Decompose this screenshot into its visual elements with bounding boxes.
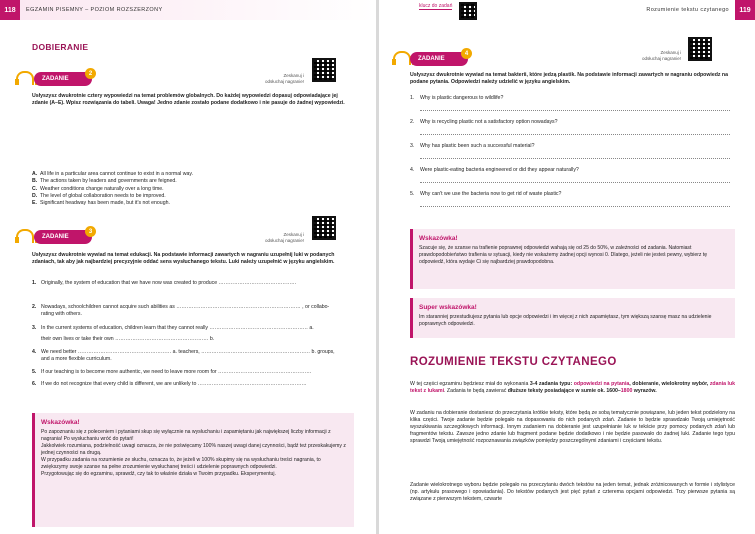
section-title: DOBIERANIE — [32, 42, 89, 52]
tip-box — [410, 229, 735, 289]
task-number: 4 — [461, 48, 472, 59]
gap-item[interactable]: 2. Nowadays, schoolchildren cannot acquire such abilities as ……………………………………………………………… , or collabo- rating with others. — [32, 304, 330, 317]
task-number: 3 — [85, 226, 96, 237]
task-instructions: Usłyszysz dwukrotnie wywiad na temat edukacji. Na podstawie informacji zawartych w nagraniu uzupełnij luki w podanych zdaniach, tak aby jak najbardziej precyzyjnie oddać sens wysłuchanego tekstu. Luki należy uzupełnić w języku angielskim. — [32, 252, 335, 266]
answer-line[interactable] — [420, 206, 730, 207]
task-instructions: Usłyszysz dwukrotnie cztery wypowiedzi na temat problemów globalnych. Do każdej wypowiedzi dopasuj odpowiadające jej zdanie (A–E). Wpisz rozwiązania do tabeli. Uwaga! Jedno zdanie zostało podane dodatkowo i nie pasuje do żadnej wypowiedzi. — [32, 93, 345, 107]
qr-code-icon[interactable] — [459, 2, 477, 20]
qr-label: Zeskanuj i odsłuchaj nagranie! — [641, 50, 681, 61]
options-list — [32, 171, 352, 207]
page-number: 119 — [735, 0, 755, 20]
option-item: B. The actions taken by leaders and governments are feigned. — [32, 178, 177, 185]
qr-label: Zeskanuj i odsłuchaj nagranie! — [264, 73, 304, 84]
gap-item[interactable]: 1. Originally, the system of education that we have now was created to produce ……………………………………… — [32, 280, 297, 286]
answer-line[interactable] — [420, 110, 730, 111]
answer-line[interactable] — [420, 134, 730, 135]
tip-text: Po zapoznaniu się z poleceniem i pytaniami skup się wyłącznie na wysłuchaniu i zapamiętaniu jak największej liczby informacji z nagrania! Po wysłuchaniu wróć do pytań! Jakkolwiek rozumiana, podzielność uwagi oznacza, że nie poświęcamy 100% naszej uwagi danej czynności, bądź też przeskakujemy z jednej czynności na drugą. W przypadku zadania na rozumienie ze słuchu, oznacza to, że jeżeli w 100% skupimy się na wysłuchaniu treści nagrania, to zwiększymy swoje szanse na pełne zrozumienie wysłuchanej treści i udzielenie poprawnych odpowiedzi. Przygotowując się do egzaminu, sprawdź, czy tak to właśnie działa w Twoim przypadku. Eksperymentuj. — [41, 429, 346, 477]
answer-line[interactable] — [420, 182, 730, 183]
task-label: ZADANIE — [42, 234, 69, 240]
gap-item[interactable]: 3. In the current systems of education, children learn that they cannot really ………………………………………………… a. their own lives or take their own ……………………………………………… b. — [32, 325, 314, 342]
super-tip-box — [410, 298, 735, 338]
task-badge — [34, 72, 92, 86]
qr-code-icon[interactable] — [312, 58, 336, 82]
headphones-icon — [15, 229, 31, 243]
body-paragraph: Zadanie wielokrotnego wyboru będzie polegało na przeczytaniu dwóch tekstów na jeden temat, jednak zróżnicowanych w formie i stylistyce (np. artykułu prasowego i opowiadania). Do tekstów podanych jest pięć pytań z czterema opcjami odpowiedzi. Trzy pierwsze pytania są związane z pierwszym tekstem, czwarte — [410, 482, 735, 502]
header-title: EGZAMIN PISEMNY – POZIOM ROZSZERZONY — [26, 7, 163, 13]
task-badge — [410, 52, 468, 66]
headphones-icon — [392, 51, 408, 65]
tip-box — [32, 413, 354, 527]
task-instructions: Usłyszysz dwukrotnie wywiad na temat bakterii, które jedzą plastik. Na podstawie informacji zawartych w nagraniu odpowiedz na podane pytania. Odpowiedzi należy udzielić w języku angielskim. — [410, 72, 728, 86]
qr-code-icon[interactable] — [312, 216, 336, 240]
task-label: ZADANIE — [418, 56, 445, 62]
super-tip-title: Super wskazówka! — [419, 304, 477, 311]
gap-item[interactable]: 4. We need better ……………………………………………… a. teachers, ……………………………………………………… b. groups, and a more flexible curriculum. — [32, 349, 335, 362]
left-header — [0, 0, 376, 20]
right-page — [379, 0, 755, 534]
qr-code-icon[interactable] — [688, 37, 712, 61]
qr-label: Zeskanuj i odsłuchaj nagranie! — [264, 232, 304, 243]
task-badge — [34, 230, 92, 244]
question-item: 4. Were plastic-eating bacteria engineered or did they appear naturally? — [410, 167, 579, 173]
option-item: A. All life in a particular area cannot continue to exist in a normal way. — [32, 171, 194, 177]
page-number: 118 — [0, 0, 20, 20]
task-number: 2 — [85, 68, 96, 79]
answer-line[interactable] — [420, 158, 730, 159]
answer-key-link[interactable]: klucz do zadań — [419, 3, 453, 9]
super-tip-text: Im staranniej przestudiujesz pytania lub opcje odpowiedzi i im więcej z nich zapamiętasz, tym większą szansę masz na udzielenie poprawnych odpowiedzi. — [419, 314, 712, 327]
gap-item[interactable]: 6. If we do not recognize that every child is different, we are unlikely to ……………………………………………………… — [32, 381, 307, 387]
question-item: 2. Why is recycling plastic not a satisfactory option nowadays? — [410, 119, 558, 125]
question-item: 3. Why has plastic been such a successful material? — [410, 143, 535, 149]
section-heading: ROZUMIENIE TEKSTU CZYTANEGO — [410, 356, 617, 368]
question-item: 1. Why is plastic dangerous to wildlife? — [410, 95, 504, 101]
gap-item[interactable]: 5. If our teaching is to become more authentic, we need to leave more room for ……………………………………………… — [32, 369, 312, 375]
option-item: C. Weather conditions change naturally over a long time. — [32, 185, 164, 192]
option-item: E. Significant headway has been made, but it's not enough. — [32, 200, 170, 207]
tip-title: Wskazówka! — [41, 419, 80, 426]
body-paragraph: W zadaniu na dobieranie dostaniesz do przeczytania krótkie teksty, które będą ze sobą tematycznie powiązane, lub jeden tekst podzielony na klika części. Twoje zadanie będzie polegało na dopasowaniu do nich podanych zdań. Zadanie to będzie sprawdzało Twoją umiejętność wyszukiwania szczegółowych informacji. Innym zadaniem na dobieranie jest uzupełnianie luk w tekście przy pomocy podanych zdań lub fragmentów tekstu. Zawsze jedno zdanie lub fragment podane będzie dodatkowo i nie będzie pasowało do żadnej luki. Zadanie tego typu sprawdzi Twoją umiejętność rozpoznawania związków pomiędzy poszczególnymi zdaniami i częściami tekstu. — [410, 410, 735, 444]
header-title: Rozumienie tekstu czytanego — [646, 7, 729, 13]
tip-text: Szacuje się, że szanse na trafienie poprawnej odpowiedzi wahają się od 25 do 50%, w zależności od zadania. Natomiast prawdopodobieństwo trafienia w sytuacji, kiedy nie wskażemy żadnej opcji wynosi 0. Dlatego, jeżeli nie jesteś pewny, wybierz tę odpowiedź, która wydaje Ci się najbardziej prawdopodobna. — [419, 245, 708, 265]
intro-paragraph: W tej części egzaminu będziesz miał do wykonania 3-4 zadania typu: odpowiedzi na pytania, dobieranie, wielokrotny wybór, zdania luk tekst z lukami. Zadania te będą zawierać dłuższe teksty posiadające w sumie ok. 1600–1800 wyrazów. — [410, 381, 736, 394]
tip-title: Wskazówka! — [419, 235, 458, 242]
task-label: ZADANIE — [42, 76, 69, 82]
left-page — [0, 0, 376, 534]
option-item: D. The level of global collaboration needs to be improved. — [32, 192, 166, 199]
question-item: 5. Why can't we use the bacteria now to get rid of waste plastic? — [410, 191, 562, 197]
headphones-icon — [15, 71, 31, 85]
